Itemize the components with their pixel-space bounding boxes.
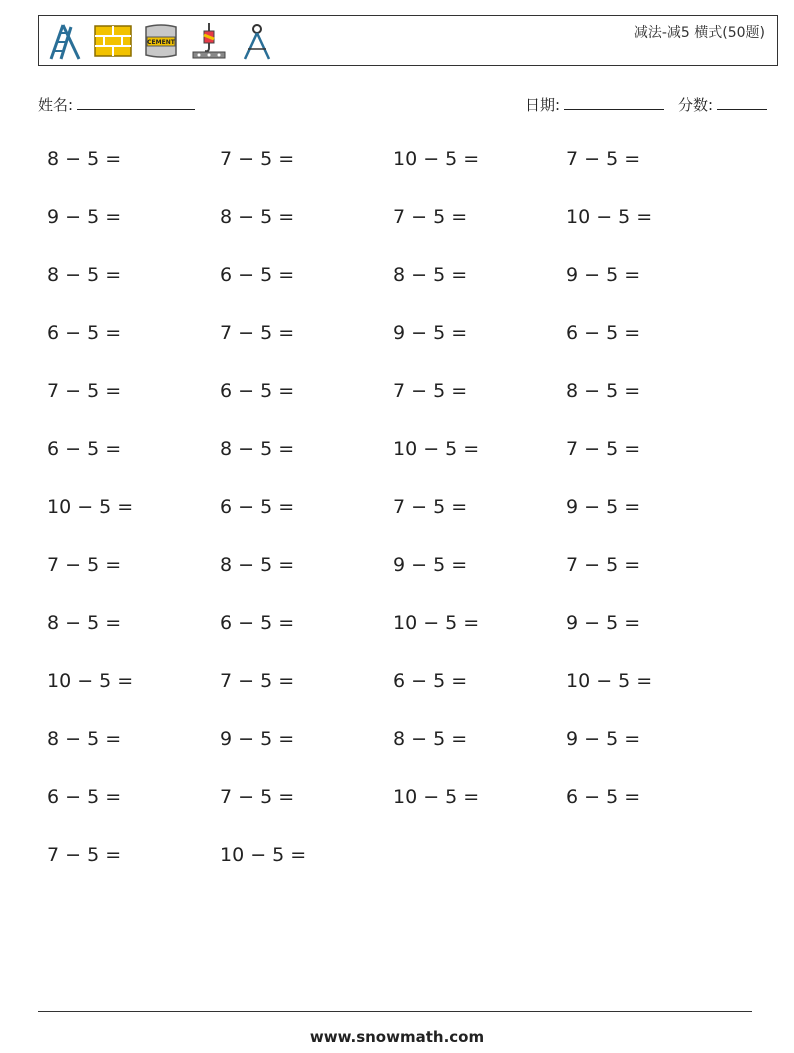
score-label: 分数: [678, 96, 714, 114]
score-line[interactable] [717, 95, 767, 110]
problem-item: 9 − 5 = [393, 322, 468, 344]
problem-item: 7 − 5 = [566, 554, 641, 576]
cement-bag-icon [141, 21, 181, 61]
problem-item: 10 − 5 = [393, 786, 480, 808]
date-field[interactable] [525, 94, 664, 115]
cement-label: CEMENT [147, 39, 175, 46]
problem-item: 10 − 5 = [566, 670, 653, 692]
problem-item: 8 − 5 = [220, 206, 295, 228]
problem-item: 8 − 5 = [47, 728, 122, 750]
problem-item: 10 − 5 = [393, 612, 480, 634]
problem-item: 7 − 5 = [566, 438, 641, 460]
problem-item: 7 − 5 = [566, 148, 641, 170]
problem-item: 9 − 5 = [47, 206, 122, 228]
problem-item: 10 − 5 = [220, 844, 307, 866]
problem-item: 9 − 5 = [566, 496, 641, 518]
footer-divider [38, 1011, 752, 1012]
name-label: 姓名: [38, 96, 74, 114]
problem-item: 7 − 5 = [220, 322, 295, 344]
problem-item: 10 − 5 = [47, 496, 134, 518]
problem-item: 10 − 5 = [566, 206, 653, 228]
problem-item: 10 − 5 = [393, 438, 480, 460]
problem-item: 10 − 5 = [47, 670, 134, 692]
problem-item: 9 − 5 = [393, 554, 468, 576]
problem-item: 7 − 5 = [220, 670, 295, 692]
footer-url: www.snowmath.com [309, 1028, 485, 1046]
name-line[interactable] [77, 95, 195, 110]
problem-item: 9 − 5 = [566, 264, 641, 286]
problem-item: 10 − 5 = [393, 148, 480, 170]
ladder-icon [45, 21, 85, 61]
problem-item: 6 − 5 = [220, 264, 295, 286]
problem-item: 8 − 5 = [393, 728, 468, 750]
problem-item: 8 − 5 = [566, 380, 641, 402]
problem-item: 9 − 5 = [220, 728, 295, 750]
problem-item: 6 − 5 = [566, 786, 641, 808]
problem-item: 8 − 5 = [220, 554, 295, 576]
date-line[interactable] [564, 95, 664, 110]
problem-item: 6 − 5 = [47, 322, 122, 344]
worksheet-header [38, 15, 778, 66]
problem-item: 7 − 5 = [393, 496, 468, 518]
date-label: 日期: [525, 96, 561, 114]
bricks-icon [93, 21, 133, 61]
worksheet-title: 减法-减5 横式(50题) [633, 25, 765, 41]
crane-hook-icon [189, 21, 229, 61]
problem-item: 6 − 5 = [220, 612, 295, 634]
problem-item: 7 − 5 = [220, 148, 295, 170]
problem-item: 7 − 5 = [393, 380, 468, 402]
problem-item: 6 − 5 = [47, 786, 122, 808]
problem-item: 8 − 5 = [47, 148, 122, 170]
problem-item: 6 − 5 = [393, 670, 468, 692]
problem-item: 6 − 5 = [220, 380, 295, 402]
problem-item: 9 − 5 = [566, 612, 641, 634]
problem-item: 8 − 5 = [393, 264, 468, 286]
problem-item: 8 − 5 = [47, 612, 122, 634]
problem-item: 8 − 5 = [220, 438, 295, 460]
problem-item: 7 − 5 = [393, 206, 468, 228]
problem-item: 7 − 5 = [47, 554, 122, 576]
problem-item: 7 − 5 = [47, 844, 122, 866]
score-field[interactable] [678, 94, 767, 115]
compass-icon [237, 21, 277, 61]
problem-item: 6 − 5 = [47, 438, 122, 460]
problem-item: 9 − 5 = [566, 728, 641, 750]
problem-item: 6 − 5 = [220, 496, 295, 518]
header-icons [45, 21, 277, 61]
problem-item: 7 − 5 = [47, 380, 122, 402]
problem-item: 8 − 5 = [47, 264, 122, 286]
problem-item: 6 − 5 = [566, 322, 641, 344]
name-field[interactable] [38, 94, 195, 115]
problem-item: 7 − 5 = [220, 786, 295, 808]
